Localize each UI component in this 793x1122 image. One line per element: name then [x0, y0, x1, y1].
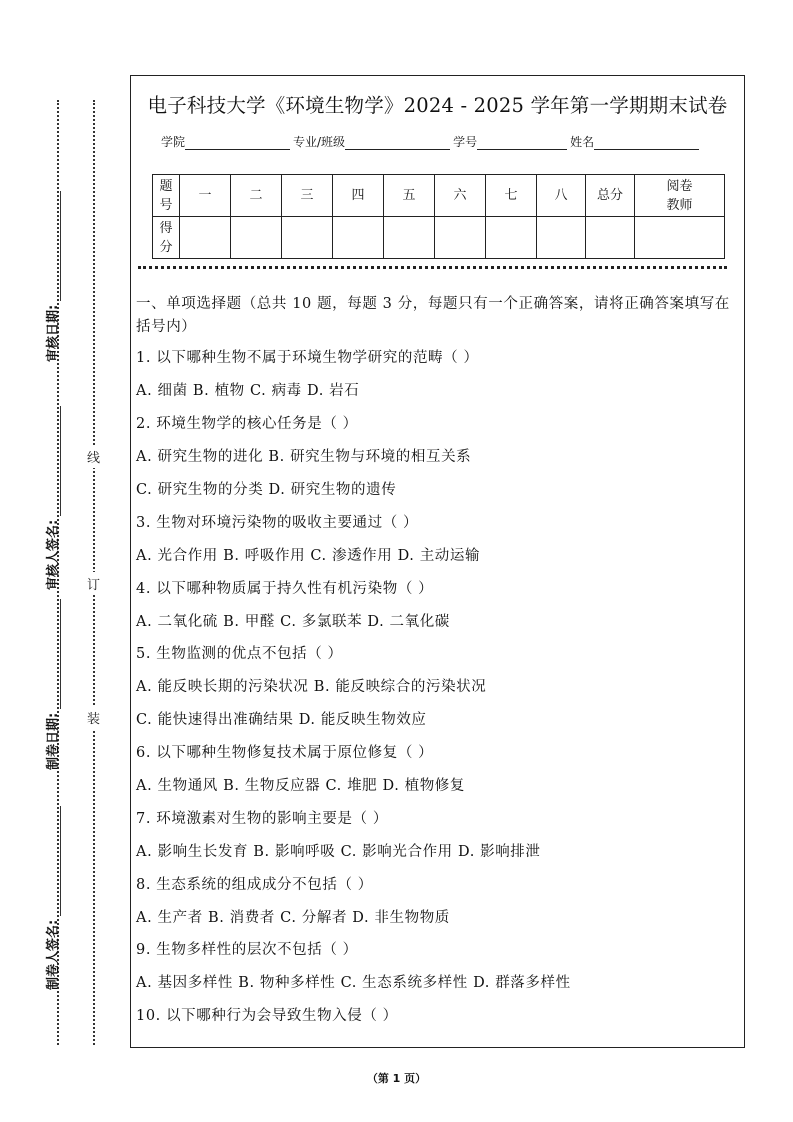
col-7: 七 [486, 175, 537, 217]
score-table-header-row [153, 175, 725, 217]
exam-title: 电子科技大学《环境生物学》2024 - 2025 学年第一学期期末试卷 [147, 94, 728, 117]
score-row-head-number: 题 号 [153, 175, 180, 217]
score-cell[interactable] [537, 217, 586, 259]
binding-char-ding: 订 [87, 572, 100, 595]
col-3: 三 [282, 175, 333, 217]
question-9: 9. 生物多样性的层次不包括（ ） [136, 942, 358, 958]
student-id-field[interactable] [477, 137, 567, 150]
col-reviewer: 阅卷 教师 [635, 175, 725, 217]
question-5: 5. 生物监测的优点不包括（ ） [136, 646, 343, 662]
question-1: 1. 以下哪种生物不属于环境生物学研究的范畴（ ） [136, 350, 479, 366]
question-8-options: A. 生产者 B. 消费者 C. 分解者 D. 非生物物质 [136, 910, 450, 926]
section-heading: 一、单项选择题（总共 10 题，每题 3 分，每题只有一个正确答案，请将正确答案填写在括号内） [136, 296, 730, 335]
col-2: 二 [231, 175, 282, 217]
question-3: 3. 生物对环境污染物的吸收主要通过（ ） [136, 515, 419, 531]
name-label: 姓名 [570, 135, 595, 149]
review-date-blank[interactable] [50, 191, 61, 301]
question-7: 7. 环境激素对生物的影响主要是（ ） [136, 811, 388, 827]
question-5-options-b: C. 能快速得出准确结果 D. 能反映生物效应 [136, 712, 427, 728]
reviewer-signature-blank[interactable] [50, 406, 61, 516]
section-divider [138, 266, 727, 269]
student-id-label: 学号 [453, 135, 478, 149]
make-date-signature: 制卷日期: [42, 599, 61, 770]
question-2-options-b: C. 研究生物的分类 D. 研究生物的遗传 [136, 482, 397, 498]
score-cell[interactable] [180, 217, 231, 259]
question-2-options-a: A. 研究生物的进化 B. 研究生物与环境的相互关系 [136, 449, 472, 465]
college-label: 学院 [161, 135, 186, 149]
major-field[interactable] [345, 137, 450, 150]
col-5: 五 [384, 175, 435, 217]
score-cell[interactable] [282, 217, 333, 259]
score-table [152, 174, 725, 259]
col-8: 八 [537, 175, 586, 217]
review-date-signature: 审核日期: [42, 191, 61, 362]
score-cell[interactable] [231, 217, 282, 259]
col-6: 六 [435, 175, 486, 217]
score-cell-total[interactable] [586, 217, 635, 259]
major-label: 专业/班级 [293, 135, 346, 149]
score-table-score-row [153, 217, 725, 259]
name-field[interactable] [594, 137, 699, 150]
question-2: 2. 环境生物学的核心任务是（ ） [136, 416, 358, 432]
binding-char-line: 线 [87, 445, 100, 468]
question-4-options: A. 二氧化硫 B. 甲醛 C. 多氯联苯 D. 二氧化碳 [136, 614, 450, 630]
question-6-options: A. 生物通风 B. 生物反应器 C. 堆肥 D. 植物修复 [136, 778, 466, 794]
reviewer-signature: 审核人签名: [42, 406, 61, 590]
score-cell[interactable] [333, 217, 384, 259]
page-number: （第 1 页） [366, 1072, 427, 1085]
question-4: 4. 以下哪种物质属于持久性有机污染物（ ） [136, 581, 434, 597]
col-4: 四 [333, 175, 384, 217]
col-total: 总分 [586, 175, 635, 217]
make-date-blank[interactable] [50, 599, 61, 709]
binding-char-zhuang: 装 [87, 706, 100, 729]
col-1: 一 [180, 175, 231, 217]
question-9-options: A. 基因多样性 B. 物种多样性 C. 生态系统多样性 D. 群落多样性 [136, 975, 571, 991]
question-3-options: A. 光合作用 B. 呼吸作用 C. 渗透作用 D. 主动运输 [136, 548, 481, 564]
question-10: 10. 以下哪种行为会导致生物入侵（ ） [136, 1008, 398, 1024]
question-5-options-a: A. 能反映长期的污染状况 B. 能反映综合的污染状况 [136, 679, 487, 695]
question-1-options: A. 细菌 B. 植物 C. 病毒 D. 岩石 [136, 383, 360, 399]
maker-signature-blank[interactable] [50, 806, 61, 916]
exam-frame [130, 75, 745, 1048]
college-field[interactable] [185, 137, 290, 150]
score-row-head-score: 得 分 [153, 217, 180, 259]
question-8: 8. 生态系统的组成成分不包括（ ） [136, 877, 373, 893]
score-cell[interactable] [486, 217, 537, 259]
score-cell-reviewer[interactable] [635, 217, 725, 259]
student-info-row [161, 133, 702, 150]
question-6: 6. 以下哪种生物修复技术属于原位修复（ ） [136, 745, 434, 761]
score-cell[interactable] [384, 217, 435, 259]
score-cell[interactable] [435, 217, 486, 259]
maker-signature: 制卷人签名: [42, 806, 61, 990]
question-7-options: A. 影响生长发育 B. 影响呼吸 C. 影响光合作用 D. 影响排泄 [136, 844, 541, 860]
